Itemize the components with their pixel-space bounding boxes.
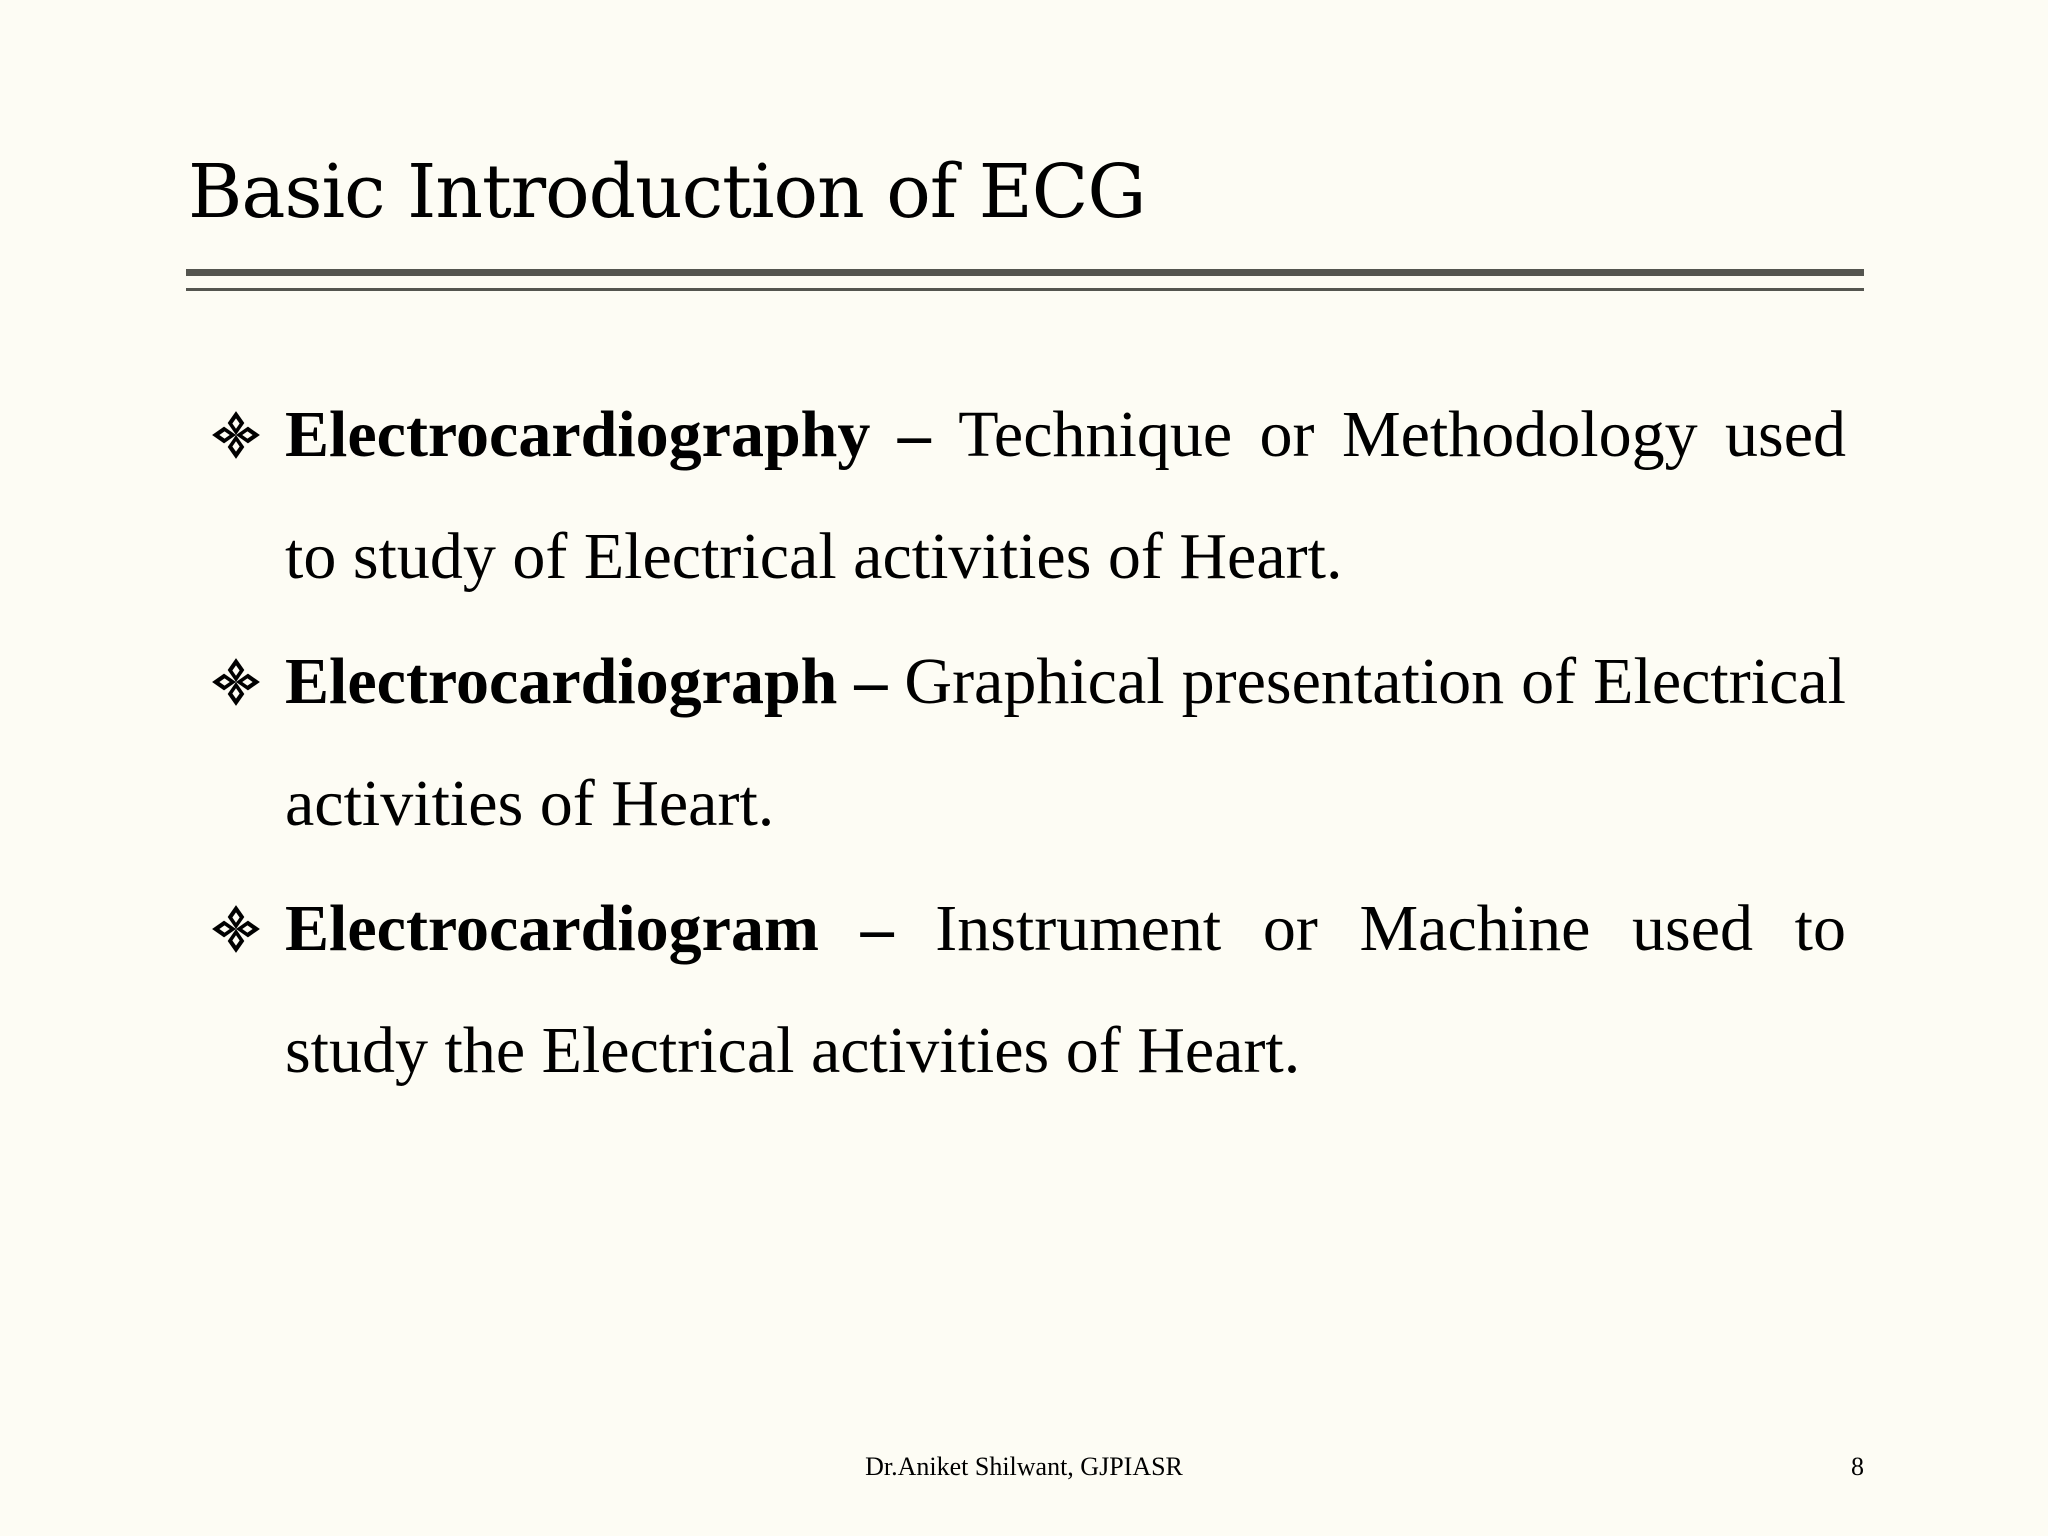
bullet-dash: – [837,645,905,718]
bullet-list [210,374,1846,1115]
bullet-term: Electrocardiogram [285,892,819,965]
bullet-item-electrocardiography [210,374,1846,618]
page-number: 8 [1851,1452,1864,1481]
four-diamond-icon [210,621,270,743]
bullet-dash: – [818,892,936,965]
bullet-term: Electrocardiography [285,398,871,471]
bullet-item-electrocardiogram [210,868,1846,1112]
bullet-definition: Technique or Methodology used to study of Electrical activities of Heart. [285,398,1847,593]
bullet-definition: Graphical presentation of Electrical activities of Heart. [285,645,1846,840]
bullet-item-electrocardiograph [210,621,1846,865]
four-diamond-icon [210,868,270,990]
slide-footer: Dr.Aniket Shilwant, GJPIASR [865,1452,1183,1481]
bullet-definition: Instrument or Machine used to study the Electrical activities of Heart. [285,892,1846,1087]
bullet-dash: – [870,398,959,471]
title-divider-thin [186,288,1864,291]
title-divider-thick [186,269,1864,276]
four-diamond-icon [210,374,270,496]
bullet-term: Electrocardiograph [285,645,838,718]
slide-title: Basic Introduction of ECG [188,149,1146,235]
